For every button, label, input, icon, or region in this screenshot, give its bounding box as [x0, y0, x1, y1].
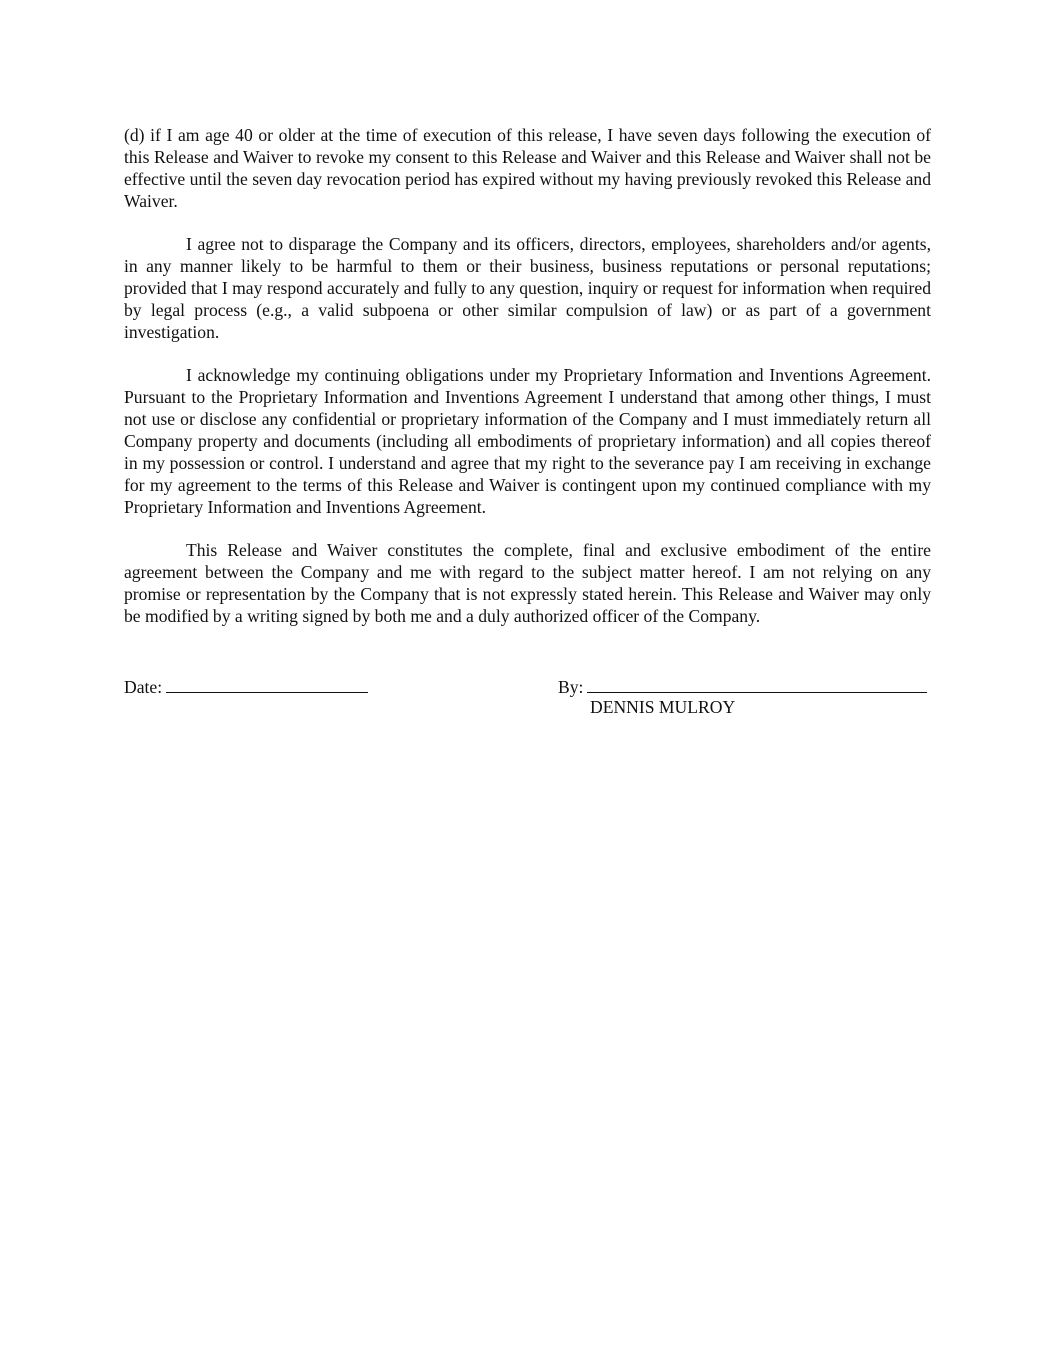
signature-blank-line	[587, 674, 927, 693]
paragraph-non-disparagement: I agree not to disparage the Company and its officers, directors, employees, shareholders and/or agents, in any manner likely to be harmful to them or their business, business reputations or personal reputations; provided that I may respond accurately and fully to any question, inquiry or request for information when required by legal process (e.g., a valid subpoena or other similar compulsion of law) or as part of a government investigation.	[124, 234, 931, 342]
date-label: Date:	[124, 677, 163, 697]
paragraph-entire-agreement: This Release and Waiver constitutes the complete, final and exclusive embodiment of the entire agreement between the Company and me with regard to the subject matter hereof. I am not relying on any promise or representation by the Company that is not expressly stated herein. This Release and Waiver may only be modified by a writing signed by both me and a duly authorized officer of the Company.	[124, 540, 931, 626]
paragraph-proprietary-information: I acknowledge my continuing obligations under my Proprietary Information and Inventions Agreement. Pursuant to the Proprietary Information and Inventions Agreement I understand that among other things, I must not use or disclose any confidential or proprietary information of the Company and I must immediately return all Company property and documents (including all embodiments of proprietary information) and all copies thereof in my possession or control. I understand and agree that my right to the severance pay I am receiving in exchange for my agreement to the terms of this Release and Waiver is contingent upon my continued compliance with my Proprietary Information and Inventions Agreement.	[124, 365, 931, 517]
document-body	[124, 124, 931, 648]
signature-block	[124, 674, 931, 724]
by-label: By:	[558, 677, 584, 697]
paragraph-revocation: (d) if I am age 40 or older at the time of execution of this release, I have seven days following the execution of this Release and Waiver to revoke my consent to this Release and Waiver and this Release and Waiver shall not be effective until the seven day revocation period has expired without my having previously revoked this Release and Waiver.	[124, 125, 931, 211]
date-blank-line	[166, 674, 368, 693]
signature-field	[558, 674, 927, 698]
signer-name: DENNIS MULROY	[590, 697, 736, 717]
date-field	[124, 674, 368, 698]
